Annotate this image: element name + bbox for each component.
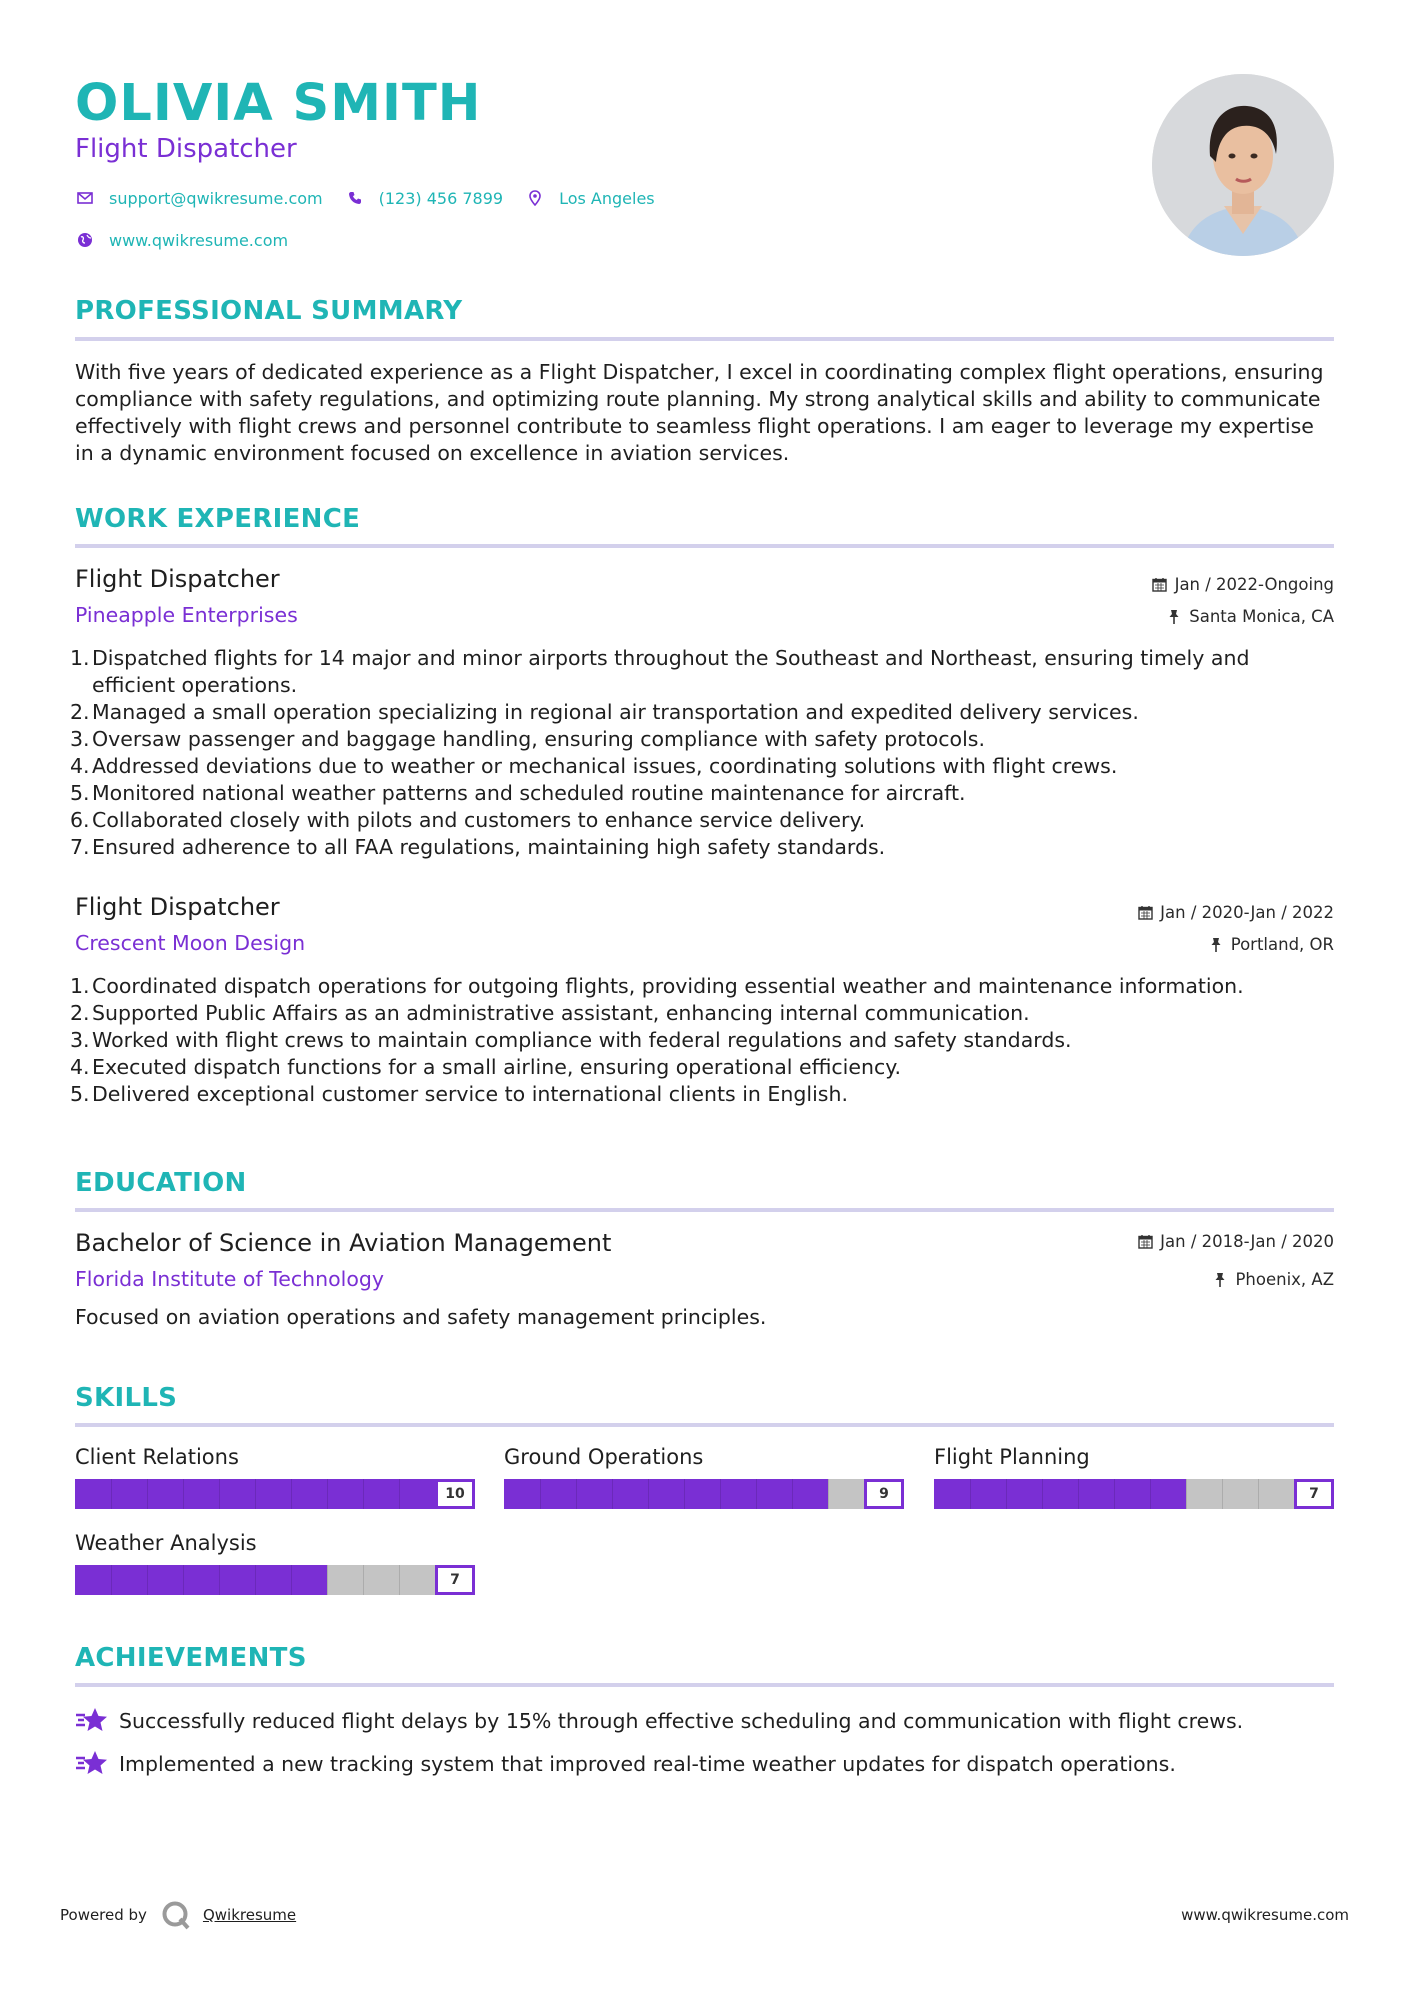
list-item: 6. Collaborated closely with pilots and customers to enhance service delivery.: [70, 808, 866, 832]
skill-bar-segment-divider: [363, 1479, 364, 1509]
skill-item: [75, 1531, 475, 1595]
list-item: 2. Supported Public Affairs as an administrative assistant, enhancing internal communication.: [70, 1001, 1030, 1025]
skill-bar-segment-divider: [291, 1479, 292, 1509]
experience-heading: WORK EXPERIENCE: [75, 504, 361, 534]
list-item: 3. Worked with flight crews to maintain compliance with federal regulations and safety standards.: [70, 1028, 1072, 1052]
education-degree: Bachelor of Science in Aviation Management: [75, 1229, 612, 1257]
pin-icon: [1208, 937, 1224, 953]
skills-heading: SKILLS: [75, 1383, 178, 1413]
skill-item: [504, 1445, 904, 1509]
skill-bar-segment-divider: [183, 1565, 184, 1595]
skill-bar-segment-divider: [1006, 1479, 1007, 1509]
map-pin-icon: [525, 188, 545, 208]
pin-icon: [1212, 1272, 1228, 1288]
star-icon: [75, 1749, 109, 1779]
skill-item: [75, 1445, 475, 1509]
skill-bar-segment-divider: [540, 1479, 541, 1509]
education-description: Focused on aviation operations and safety management principles.: [75, 1305, 767, 1329]
skill-level-badge: 9: [864, 1479, 904, 1509]
footer-powered-by: [60, 1900, 296, 1930]
skill-bar-segment-divider: [327, 1479, 328, 1509]
skill-bar-segment-divider: [147, 1565, 148, 1595]
achievement-item: Implemented a new tracking system that improved real-time weather updates for dispatch operations.: [75, 1749, 1176, 1779]
skill-bar-segment-divider: [576, 1479, 577, 1509]
skill-bar-fill: [504, 1479, 828, 1509]
skill-label: Weather Analysis: [75, 1531, 257, 1555]
list-item: 3. Oversaw passenger and baggage handling, ensuring compliance with safety protocols.: [70, 727, 985, 751]
skill-bar-segment-divider: [183, 1479, 184, 1509]
skill-bar-segment-divider: [1042, 1479, 1043, 1509]
globe-icon: [75, 230, 95, 250]
skill-bar-segment-divider: [1186, 1479, 1187, 1509]
skill-level-badge: 7: [435, 1565, 475, 1595]
section-divider: [75, 544, 1334, 548]
phone-icon: [345, 188, 365, 208]
job-title: Flight Dispatcher: [75, 565, 280, 593]
job-title: Flight Dispatcher: [75, 893, 280, 921]
candidate-name: OLIVIA SMITH: [75, 74, 482, 133]
powered-by-label: Powered by: [60, 1906, 147, 1924]
skill-bar-segment-divider: [1150, 1479, 1151, 1509]
skill-bar-segment-divider: [1258, 1479, 1259, 1509]
skill-bar-segment-divider: [147, 1479, 148, 1509]
profile-photo: [1152, 74, 1334, 256]
job-bullets: [70, 645, 1334, 861]
job-company: Pineapple Enterprises: [75, 603, 298, 627]
calendar-icon: [1137, 1234, 1153, 1250]
skill-item: [934, 1445, 1334, 1509]
skill-bar-segment-divider: [363, 1565, 364, 1595]
contact-phone[interactable]: (123) 456 7899: [345, 188, 503, 208]
section-divider: [75, 1423, 1334, 1427]
pin-icon: [1166, 609, 1182, 625]
skill-label: Flight Planning: [934, 1445, 1090, 1469]
skill-bar-segment-divider: [219, 1479, 220, 1509]
job-dates: Jan / 2022-Ongoing: [1152, 575, 1334, 594]
skill-level-badge: 10: [435, 1479, 475, 1509]
envelope-icon: [75, 188, 95, 208]
education-dates: Jan / 2018-Jan / 2020: [1137, 1232, 1334, 1251]
list-item: 5. Delivered exceptional customer service to international clients in English.: [70, 1082, 848, 1106]
contact-row: [75, 188, 677, 208]
list-item: 4. Addressed deviations due to weather or mechanical issues, coordinating solutions with flight crews.: [70, 754, 1118, 778]
contact-location: Los Angeles: [525, 188, 655, 208]
section-divider: [75, 337, 1334, 341]
education-school: Florida Institute of Technology: [75, 1267, 385, 1291]
skill-bar-segment-divider: [255, 1565, 256, 1595]
skill-bar-segment-divider: [648, 1479, 649, 1509]
list-item: 1. Coordinated dispatch operations for outgoing flights, providing essential weather and maintenance information.: [70, 974, 1244, 998]
contact-email[interactable]: support@qwikresume.com: [75, 188, 323, 208]
skill-bar-segment-divider: [1114, 1479, 1115, 1509]
job-location: Santa Monica, CA: [1166, 607, 1334, 626]
skill-label: Client Relations: [75, 1445, 239, 1469]
skill-bar-segment-divider: [255, 1479, 256, 1509]
list-item: 4. Executed dispatch functions for a small airline, ensuring operational efficiency.: [70, 1055, 901, 1079]
skill-bar-segment-divider: [111, 1479, 112, 1509]
skill-bar-segment-divider: [970, 1479, 971, 1509]
skill-bar: [75, 1479, 475, 1509]
skill-bar-segment-divider: [756, 1479, 757, 1509]
skill-bar-segment-divider: [399, 1479, 400, 1509]
achievements-heading: ACHIEVEMENTS: [75, 1643, 307, 1673]
skill-bar-segment-divider: [291, 1565, 292, 1595]
skill-bar: [75, 1565, 475, 1595]
education-location: Phoenix, AZ: [1212, 1270, 1334, 1289]
skill-bar: [934, 1479, 1334, 1509]
skill-bar-segment-divider: [684, 1479, 685, 1509]
footer-website-link[interactable]: www.qwikresume.com: [1181, 1906, 1349, 1924]
skill-bar-segment-divider: [828, 1479, 829, 1509]
job-bullets: [70, 973, 1334, 1108]
skill-bar-segment-divider: [219, 1565, 220, 1595]
skill-bar-fill: [934, 1479, 1186, 1509]
skill-bar-segment-divider: [111, 1565, 112, 1595]
list-item: 7. Ensured adherence to all FAA regulations, maintaining high safety standards.: [70, 835, 886, 859]
qwikresume-logo-icon: [161, 1900, 191, 1930]
achievement-item: Successfully reduced flight delays by 15% through effective scheduling and communication with flight crews.: [75, 1706, 1243, 1736]
job-dates: Jan / 2020-Jan / 2022: [1137, 903, 1334, 922]
skill-bar-segment-divider: [327, 1565, 328, 1595]
list-item: 2. Managed a small operation specializing in regional air transportation and expedited delivery services.: [70, 700, 1139, 724]
section-divider: [75, 1208, 1334, 1212]
skill-bar-segment-divider: [1078, 1479, 1079, 1509]
star-icon: [75, 1706, 109, 1736]
contact-website[interactable]: www.qwikresume.com: [75, 230, 288, 250]
list-item: 5. Monitored national weather patterns and scheduled routine maintenance for aircraft.: [70, 781, 966, 805]
skill-label: Ground Operations: [504, 1445, 704, 1469]
contact-row-website: [75, 230, 310, 250]
job-company: Crescent Moon Design: [75, 931, 306, 955]
skill-bar: [504, 1479, 904, 1509]
section-divider: [75, 1683, 1334, 1687]
skill-bar-segment-divider: [612, 1479, 613, 1509]
skill-bar-segment-divider: [1222, 1479, 1223, 1509]
qwikresume-link[interactable]: Qwikresume: [202, 1906, 297, 1924]
calendar-icon: [1152, 577, 1168, 593]
skill-bar-segment-divider: [399, 1565, 400, 1595]
skill-bar-fill: [75, 1565, 327, 1595]
education-heading: EDUCATION: [75, 1168, 247, 1198]
list-item: 1. Dispatched flights for 14 major and minor airports throughout the Southeast and Northeast, ensuring timely and efficient operations.: [70, 646, 1250, 697]
skill-bar-segment-divider: [720, 1479, 721, 1509]
summary-heading: PROFESSIONAL SUMMARY: [75, 296, 463, 326]
job-location: Portland, OR: [1208, 935, 1334, 954]
skill-bar-segment-divider: [792, 1479, 793, 1509]
skill-level-badge: 7: [1294, 1479, 1334, 1509]
calendar-icon: [1137, 905, 1153, 921]
summary-text: With five years of dedicated experience as a Flight Dispatcher, I excel in coordinating complex flight operations, ensuring compliance with safety regulations, and optimizing route planning. My strong analytical skills and ability to communicate effectively with flight crews and personnel contribute to seamless flight operations. I am eager to leverage my expertise in a dynamic environment focused on excellence in aviation services.: [75, 360, 1324, 465]
candidate-role: Flight Dispatcher: [75, 134, 297, 164]
